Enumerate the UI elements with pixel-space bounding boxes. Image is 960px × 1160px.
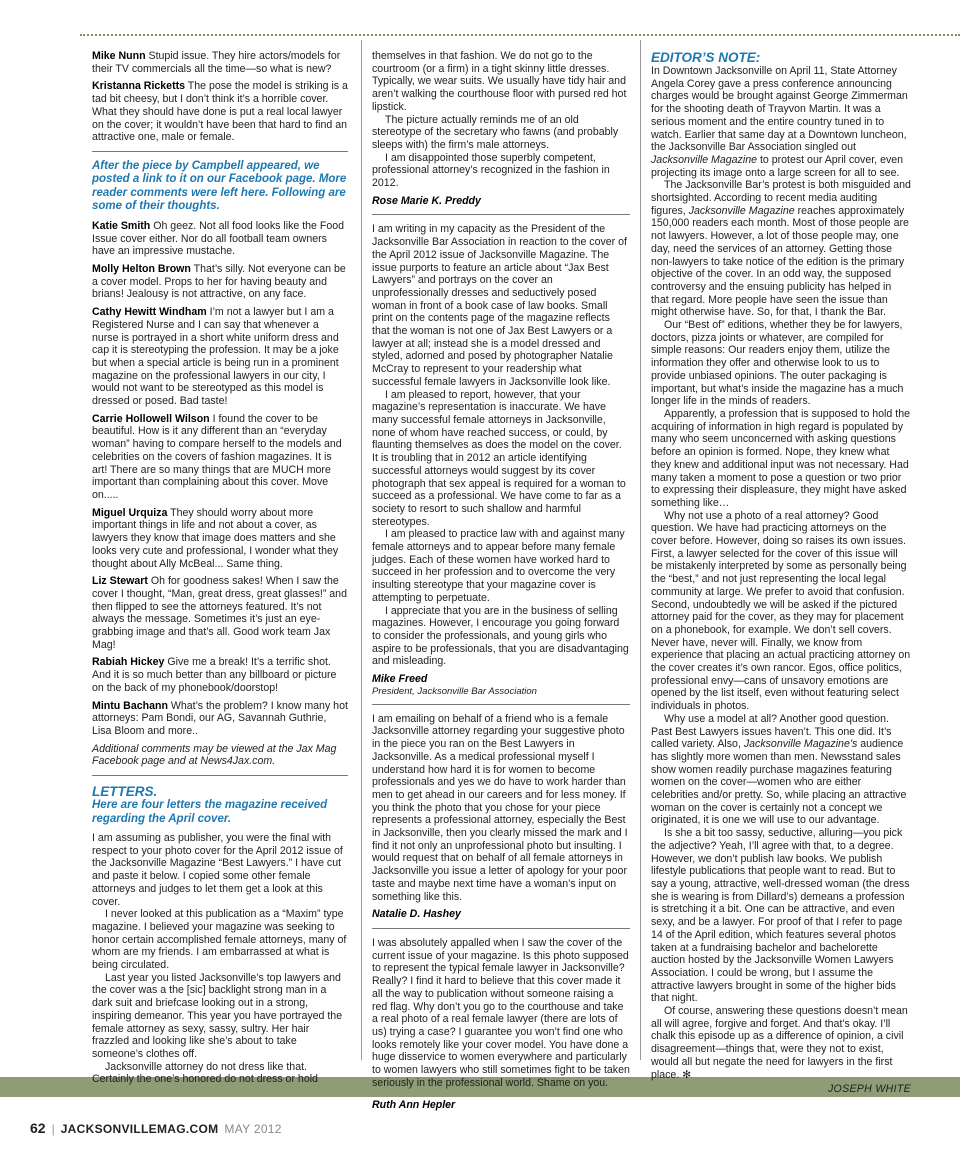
page-footer — [30, 1120, 282, 1136]
commenter-name: Katie Smith — [92, 219, 151, 232]
page-number: 62 — [30, 1120, 46, 1136]
letter-signature: Ruth Ann Hepler — [372, 1099, 456, 1112]
footer-website: JACKSONVILLEMAG.COM — [60, 1122, 219, 1136]
letter-signature: Rose Marie K. Preddy — [372, 194, 481, 207]
letter-paragraph: I appreciate that you are in the business of selling magazines. However, I encourage you going forward to consider the professionals, and young girls who aspire to be professionals, that you are disadvantaging and misleading. — [372, 604, 629, 668]
letter-paragraph: I am emailing on behalf of a friend who is a female Jacksonville attorney regarding your suggestive photo in the piece you ran on the Best Lawyers in Jacksonville. As a medical professional myself I understand how hard it is for women to become professionals and yes we do have to work harder than men to get ahead in our careers and for less money. If you think the photo that you chose for your piece represents a professional attorney, especially the Best in Jacksonville, then you clearly missed the mark and I find it not only an unprofessional photo but insulting. I would request that on behalf of all female attorneys in Jacksonville you issue a letter of apology for your poor taste and maybe next time have a woman’s input on something like this. — [372, 712, 628, 903]
comment-text: Stupid issue. They hire actors/models for their TV commercials all the time—so what is new? — [92, 50, 341, 75]
section-rule — [372, 704, 630, 705]
magazine-name: Jacksonville Magazine — [651, 153, 757, 166]
section-rule — [92, 775, 348, 776]
letter-2 — [372, 223, 630, 696]
comment-text: That’s silly. Not everyone can be a cover model. Props to her for having beauty and brians! Jealousy is not attractive, on any face. — [92, 263, 346, 301]
reader-comment — [92, 575, 348, 651]
editor-paragraph: Why not use a photo of a real attorney? Good question. We have had practicing attorneys on the cover before. However, doing so raises its own issues. First, a lawyer selected for the cover of this issue will be mistakenly interpreted by some as personally being the “best,” and not just representing the local legal community at large. We prefer to avoid that confusion. Second, undoubtedly we will be asked if the pictured attorney paid for the cover, as they may for placement on a phonebook, for example. We don’t sell covers. Never have, never will. Finally, we know from experience that placing an actual practicing attorney on the cover creates it’s own rancor. Egos, office politics, professional envy—cans of unsavory emotions are opened by the list itself, even without featuring select individuals in photos. — [651, 509, 911, 713]
reader-comment — [92, 413, 348, 502]
top-dotted-rule — [80, 34, 960, 36]
editors-note-heading: EDITOR’S NOTE: — [651, 50, 761, 65]
reader-comment — [92, 306, 348, 408]
additional-comments-note: Additional comments may be viewed at the Jax Mag Facebook page and at News4Jax.com. — [92, 742, 337, 768]
section-rule — [372, 214, 630, 215]
comment-text: Oh for goodness sakes! When I saw the cover I thought, “Man, great dress, great glasses!” and then flipped to see the attorneys featured. It’s not always the message. Sometimes it’s just an eye-grabbing image and that’s all. Good work team Jax Mag! — [92, 575, 347, 651]
column-3 — [651, 50, 911, 1096]
end-mark-icon: ✻ — [682, 1068, 692, 1081]
letter-3 — [372, 713, 630, 921]
column-2 — [372, 50, 630, 1112]
letter-paragraph: I am writing in my capacity as the President of the Jacksonville Bar Association in reaction to the cover of the April 2012 issue of Jacksonville Magazine. The issue purports to feature an article about “Jax Best Lawyers” and portrays on the cover an unprofessionally dresses and seductively posed woman in front of a book case of law books. Small print on the contents page of the magazine reflects that the woman is not one of Jax Best Lawyers or a lawyer at all; instead she is a model dressed and styled, adorned and posed by photographer Natalie McCray to represent to your readership what successful female lawyers in Jacksonville look like. — [372, 223, 627, 388]
letter-paragraph: The picture actually reminds me of an old stereotype of the secretary who fawns (and probably sleeps with) the firm’s male attorneys. — [372, 113, 619, 151]
commenter-name: Mintu Bachann — [92, 699, 168, 712]
letter-paragraph: I was absolutely appalled when I saw the cover of the current issue of your magazine. Is this photo supposed to represent the typical female lawyer in Jacksonville? Really? I find it hard to believe that this cover made it all the way to publication without someone raising a red flag. Why don’t you go to the courthouse and take a real photo of a real female lawyer (there are lots of us) trying a case? I guarantee you won’t find one who looks remotely like your cover model. You have done a huge disservice to women everywhere and particularly to women lawyers who still sometimes fight to be taken seriously in the professional world. Shame on you. — [372, 937, 630, 1089]
comment-text: I found the cover to be beautiful. How is it any different than an “everyday woman” having to compare herself to the models and celebrities on the covers of fashion magazines. It is art! There are so many things that are MUCH more important than complaining about this cover. Move on..... — [92, 412, 342, 501]
reader-comments — [92, 50, 348, 144]
facebook-intro: After the piece by Campbell appeared, we posted a link to it on our Facebook page. More reader comments were left here. Following are some of their thoughts. — [92, 159, 347, 213]
section-rule — [92, 151, 348, 152]
editor-paragraph — [651, 179, 911, 319]
reader-comment — [92, 50, 348, 75]
commenter-name: Miguel Urquiza — [92, 506, 168, 519]
letter-paragraph: themselves in that fashion. We do not go to the courtroom (or a firm) in a tight skinny little dresses. Typically, we wear suits. We usually have tidy hair and aren’t walking the courthouse floor with pursed red hot lipstick. — [372, 50, 627, 113]
editor-paragraph — [651, 1005, 911, 1081]
editor-paragraph: Is she a bit too sassy, seductive, alluring—you pick the adjective? Yeah, I’ll agree with that, to a degree. However, we don’t publish law books. We publish lifestyle publications that people want to read. But to say a young, attractive, well-dressed woman (the dress she is wearing is from Dillard’s) demeans a profession is stretching it a bit. One can be attractive, and even sexy, and be a lawyer. For proof of that I refer to page 14 of the April edition, which features several photos taken at a fundraising bachelor and bachelorette auction hosted by the Jacksonville Women Lawyers Association. I could be wrong, but I assume the attractive lawyers brought in some of the higher bids that night. — [651, 827, 910, 1005]
editor-paragraph — [651, 65, 911, 179]
letter-1-continued — [372, 50, 630, 207]
commenter-name: Carrie Hollowell Wilson — [92, 412, 210, 425]
commenter-name: Cathy Hewitt Windham — [92, 306, 207, 319]
editor-paragraph — [651, 713, 911, 827]
text-run: reaches approximately 150,000 readers each month. Most of those people are not lawyers. However, a lot of those people may, one day, need the services of an attorney. Getting those non-lawyers to take notice of the edition is the primary objective of the cover. In an odd way, the supposed controversy and the ensuing publicity has helped in that regard. More people have seen the issue than might otherwise have. So, for that, I thank the Bar. — [651, 204, 909, 319]
letter-paragraph: I am assuming as publisher, you were the final with respect to your photo cover for the April 2012 issue of the Jacksonville Magazine “Best Lawyers.” I have cut and paste it below. I copied some other female attorneys and judges to let them get a look at this cover. — [92, 832, 343, 908]
signature-title: President, Jacksonville Bar Association — [372, 685, 537, 697]
letter-signature: Mike Freed — [372, 673, 428, 686]
editor-paragraph: Our “Best of” editions, whether they be for lawyers, doctors, pizza joints or whatever, are compiled for simple reasons: Our readers enjoy them, utilize the information they offer and otherwise look to us to provide unbiased opinions. The outer packaging is important, but what’s inside the magazine has a much longer life in the minds of readers. — [651, 319, 904, 408]
reader-comment — [92, 656, 348, 694]
editor-byline: JOSEPH WHITE — [827, 1083, 911, 1096]
editor-paragraph: Apparently, a profession that is supposed to hold the acquiring of information in high regard is populated by many who seem unconcerned with asking questions before an opinion is formed. Nope, they knew what they knew and additional input was not necessary. Had many taken a moment to pose a question or two prior to expressing their displeasure, they might have asked something like… — [651, 407, 910, 509]
text-run: Of course, answering these questions doesn’t mean all will agree, forgive and forget. And that’s okay. I’ll chalk this episode up as a difference of opinion, a civil disagreement—things that, were they not to exist, would all but negate the need for lawyers in the first place. — [651, 1005, 908, 1081]
text-run: In Downtown Jacksonville on April 11, State Attorney Angela Corey gave a press conference announcing charges would be brought against George Zimmerman for the shooting death of Trayvon Martin. It was a serious moment and the entire country tuned in to watch. Earlier that same day at a Downtown luncheon, the Jacksonville Bar Association singled out — [651, 65, 908, 154]
letter-paragraph: I am pleased to report, however, that your magazine’s representation is inaccurate. We have many successful female attorneys in Jacksonville, none of whom have reached success, or could, by flaunting themselves as does the model on the cover. It is troubling that in 2012 an article identifying successful attorneys would suggest by its cover photograph that sex appeal is required for a woman to succeed as a professional. We have come to far as a society to resort to such shallow and harmful stereotypes. — [372, 388, 626, 528]
comment-text: Oh geez. Not all food looks like the Food Issue cover either. Nor do all football team owners have an impressive mustache. — [92, 219, 345, 258]
comment-text: What’s the problem? I know many hot attorneys: Pam Bondi, our AG, Savannah Guthrie, Lisa Bloom and more.. — [92, 699, 348, 737]
letters-heading: LETTERS. — [92, 784, 158, 800]
facebook-comments — [92, 220, 348, 738]
letter-paragraph: I am pleased to practice law with and against many female attorneys and to appear before many female judges. Each of these women have worked hard to succeed in her profession and to overcome the very insulting stereotype that your magazine cover is attempting to perpetuate. — [372, 528, 625, 604]
column-divider — [640, 40, 641, 1060]
column-1 — [92, 50, 348, 1086]
comment-text: They should worry about more important things in life and not about a cover, as lawyers they know that image does matters and she looks very cute and professional, I wonder what they thought about Ally McBeal... Same thing. — [92, 506, 339, 570]
magazine-name: Jacksonville Magazine’s — [743, 738, 858, 751]
reader-comment — [92, 80, 348, 144]
reader-comment — [92, 220, 348, 258]
commenter-name: Rabiah Hickey — [92, 656, 165, 669]
reader-comment — [92, 507, 348, 571]
letter-paragraph: Last year you listed Jacksonville’s top lawyers and the cover was a the [sic] backlight strong man in a dark suit and briefcase looking out in a strong, inspiring demeanor. This year you have portrayed the female attorney as sexy, sassy, sultry. Her hair frazzled and looking like she’s about to take someone’s clothes off. — [92, 971, 343, 1060]
letter-paragraph: Jacksonville attorney do not dress like that. Certainly the one’s honored do not dress or hold — [92, 1060, 318, 1086]
comment-text: I’m not a lawyer but I am a Registered Nurse and I can say that whenever a nurse is portrayed in a short white uniform dress and cap it is stereotyping the profession. It may be a joke but when a special article is being run in a prominent magazine on the professional lawyers in our city, I would not want to be stereotyped as this model is dressed or posed. Bad taste! — [92, 306, 339, 408]
comment-text: Give me a break! It’s a terrific shot. And it is so much better than any billboard or picture on the back of my phonebook/doorstop! — [92, 656, 337, 694]
text-run: audience has slightly more women than men. Newsstand sales show women readily purchase magazines featuring women on the cover—women who are either celebrities and/or pretty. So, while placing an attractive woman on the cover is certainly not a concept we originated, it is one we will use to our advantage. — [651, 738, 907, 827]
letter-4 — [372, 937, 630, 1112]
letter-paragraph: I am disappointed those superbly competent, professional attorney’s recognized in the fashion in 2012. — [372, 151, 610, 190]
text-run: The Jacksonville Bar’s protest is both misguided and shortsighted. According to recent media auditing figures, — [651, 179, 911, 217]
comment-text: The pose the model is striking is a tad bit cheesy, but I don’t think it’s a horrible cover. What they should have done is put a real local lawyer on the cover; it wouldn’t have been that hard to find an attractive one, male or female. — [92, 80, 348, 144]
commenter-name: Molly Helton Brown — [92, 263, 191, 276]
text-run: Why use a model at all? Another good question. Past Best Lawyers issues haven’t. This one did. It’s called variety. Also, — [651, 712, 892, 751]
letter-paragraph: I never looked at this publication as a “Maxim” type magazine. I believed your magazine was seeking to honor certain accomplished female attorneys, many of whom are my friends. I am embarrassed at what is being circulated. — [92, 908, 347, 972]
letter-signature: Natalie D. Hashey — [372, 908, 461, 921]
footer-separator: | — [51, 1122, 55, 1136]
reader-comment — [92, 263, 348, 301]
letter-1 — [92, 832, 348, 1086]
column-divider — [361, 40, 362, 1060]
section-rule — [372, 928, 630, 929]
commenter-name: Liz Stewart — [92, 575, 148, 588]
commenter-name: Mike Nunn — [92, 50, 146, 62]
footer-issue-date: MAY 2012 — [224, 1122, 282, 1136]
commenter-name: Kristanna Ricketts — [92, 80, 186, 93]
text-run: to protest our April cover, even projecting its image onto a large screen for all to see. — [651, 153, 904, 179]
letters-intro: Here are four letters the magazine received regarding the April cover. — [92, 799, 328, 825]
reader-comment — [92, 700, 348, 738]
magazine-name: Jacksonville Magazine — [688, 204, 795, 217]
